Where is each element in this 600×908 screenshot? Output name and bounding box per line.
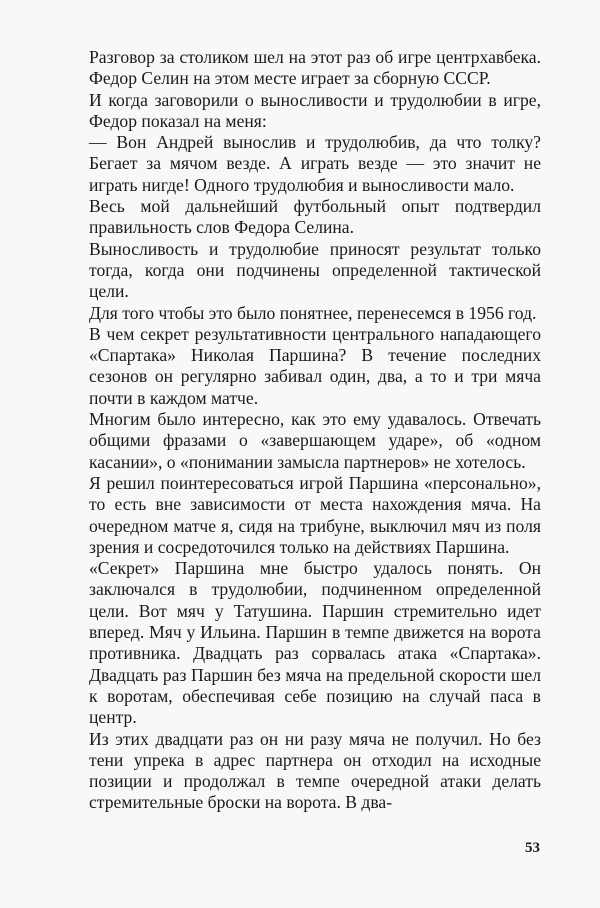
page-number: 53: [525, 840, 540, 856]
paragraph: Выносливость и трудолюбие приносят результат только тогда, когда они подчинены определенной тактической цели.: [89, 238, 541, 302]
paragraph: Разговор за столиком шел на этот раз об игре центрхавбека. Федор Селин на этом месте играет за сборную СССР.: [89, 47, 541, 89]
paragraph: Весь мой дальнейший футбольный опыт подтвердил правильность слов Федора Селина.: [89, 196, 541, 238]
paragraph: И когда заговорили о выносливости и трудолюбии в игре, Федор показал на меня:: [89, 89, 541, 131]
paragraph: Для того чтобы это было понятнее, перенесемся в 1956 год.: [89, 302, 537, 323]
paragraph: «Секрет» Паршина мне быстро удалось понять. Он заключался в трудолюбии, подчиненном определенной цели. Вот мяч у Татушина. Паршин стремительно идет вперед. Мяч у Ильина. Паршин в темпе движется на ворота противника. Двадцать раз сорвалась атака «Спартака». Двадцать раз Паршин без мяча на предельной скорости шел к воротам, обеспечивая себе позицию на случай паса в центр.: [89, 558, 541, 728]
paragraph: Из этих двадцати раз он ни разу мяча не получил. Но без тени упрека в адрес партнера он отходил на исходные позиции и продолжал в темпе очередной атаки делать стремительные броски на ворота. В два-: [89, 728, 541, 813]
paragraph: Я решил поинтересоваться игрой Паршина «персонально», то есть вне зависимости от места нахождения мяча. На очередном матче я, сидя на трибуне, выключил мяч из поля зрения и сосредоточился только на действиях Паршина.: [89, 472, 541, 557]
paragraph: — Вон Андрей вынослив и трудолюбив, да что толку? Бегает за мячом везде. А играть везде — это значит не играть нигде! Одного трудолюбия и выносливости мало.: [89, 132, 541, 195]
body-text: [89, 47, 541, 814]
paragraph: Многим было интересно, как это ему удавалось. Отвечать общими фразами о «завершающем ударе», об «одном касании», о «понимании замысла партнеров» не хотелось.: [89, 409, 541, 472]
paragraph: В чем секрет результативности центрального нападающего «Спартака» Николая Паршина? В течение последних сезонов он регулярно забивал один, два, а то и три мяча почти в каждом матче.: [89, 323, 541, 408]
